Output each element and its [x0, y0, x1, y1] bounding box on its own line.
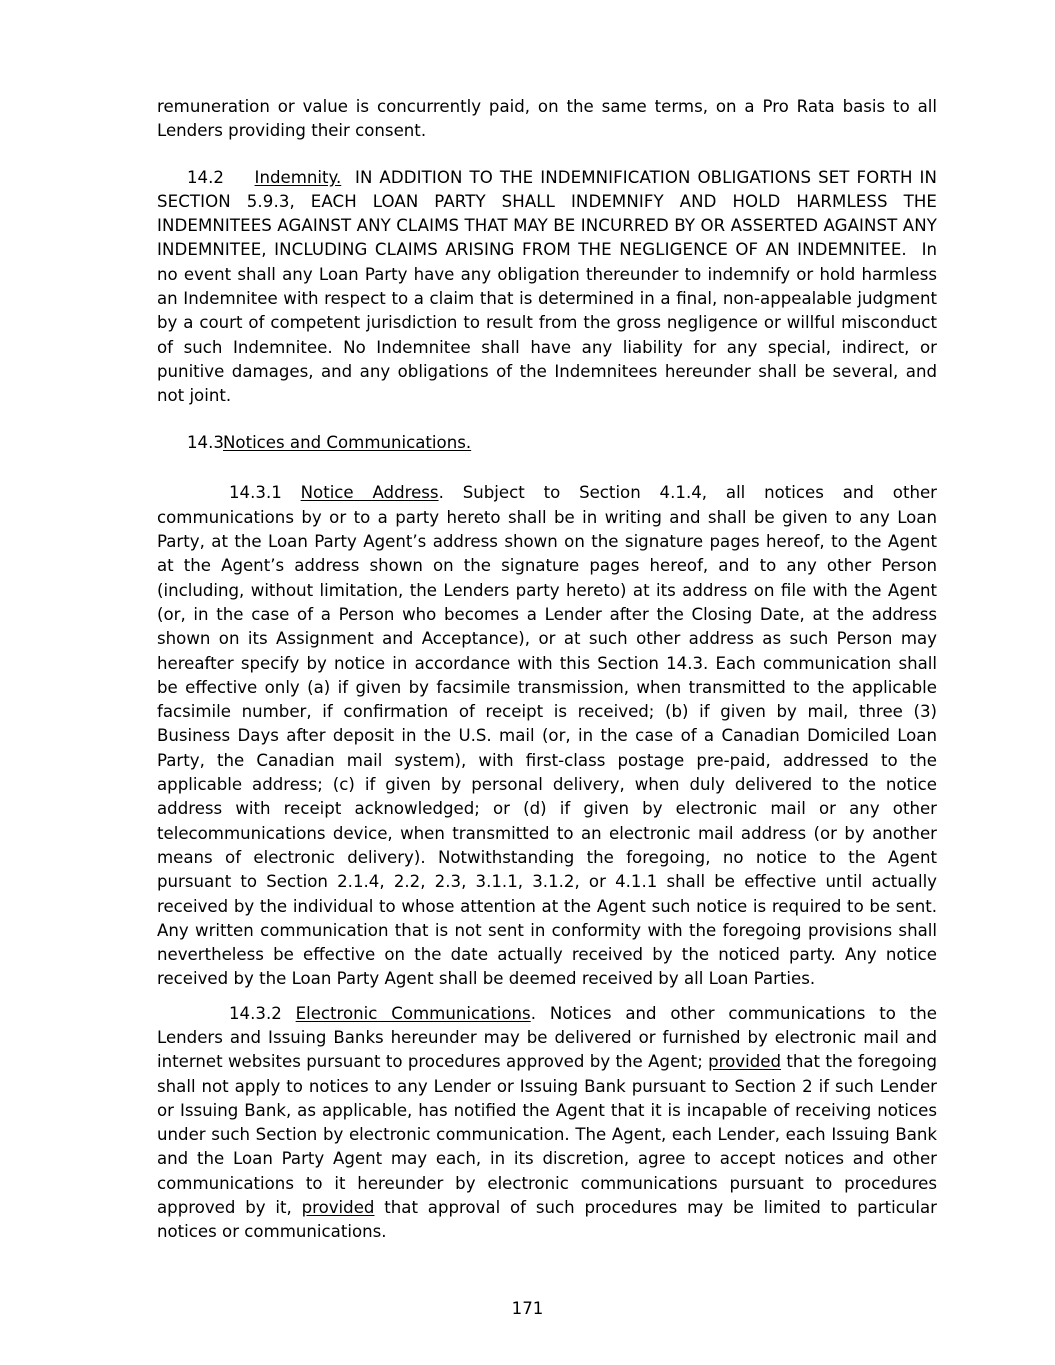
section-14-3-1-text: . Subject to Section 4.1.4, all notices and other communications by or to a party hereto shall be in writing and shall be given to any Loan Party, at the Loan Party Agent’s address shown on the signature pages hereof, to the Agent at the Agent’s address shown on the signature pages hereof, and to any other Person (including, without limitation, the Lenders party hereto) at its address on file with the Agent (or, in the case of a Person who becomes a Lender after the Closing Date, at the address shown on its Assignment and Acceptance), or at such other address as such Person may hereafter specify by notice in accordance with this Section 14.3. Each communication shall be effective only (a) if given by facsimile transmission, when transmitted to the applicable facsimile number, if confirmation of receipt is received; (b) if given by mail, three (3) Business Days after deposit in the U.S. mail (or, in the case of a Canadian Domiciled Loan Party, the Canadian mail system), with first-class postage pre-paid, addressed to the applicable address; (c) if given by personal delivery, when duly delivered to the notice address with receipt acknowledged; or (d) if given by electronic mail or any other telecommunications device, when transmitted to an electronic mail address (or by another means of electronic delivery). Notwithstanding the foregoing, no notice to the Agent pursuant to Section 2.1.4, 2.2, 2.3, 3.1.1, 3.1.2, or 4.1.1 shall be effective until actually received by the individual to whose attention at the Agent such notice is required to be sent. Any written communication that is not sent in conformity with the foregoing provisions shall nevertheless be effective on the date actually received by the noticed party. Any notice received by the Loan Party Agent shall be deemed received by all Loan Parties. [157, 483, 938, 989]
section-14-2-title: Indemnity. [254, 167, 342, 187]
section-14-3-1 [157, 481, 937, 991]
section-14-3-1-title: Notice Address [300, 483, 439, 503]
section-14-2-number: 14.2 [187, 167, 224, 187]
section-14-3-2-text-part3: that approval of such procedures may be limited to particular notices or communications. [157, 1198, 938, 1242]
paragraph-carryover: remuneration or value is concurrently paid, on the same terms, on a Pro Rata basis to all Lenders providing their consent. [157, 97, 937, 141]
page-number: 171 [511, 1299, 544, 1318]
section-14-2-body-text: In no event shall any Loan Party have any obligation thereunder to indemnify or hold harmless an Indemnitee with respect to a claim that is determined in a final, non-appealable judgment by a court of competent jurisdiction to result from the gross negligence or willful misconduct of such Indemnitee. No Indemnitee shall have any liability for any special, indirect, or punitive damages, and any obligations of the Indemnitees hereunder shall be several, and not joint. [157, 240, 937, 406]
section-14-3-2-number: 14.3.2 [229, 1003, 282, 1023]
section-14-3-2 [157, 1002, 937, 1245]
section-14-2 [157, 166, 937, 409]
provided-emphasis-1: provided [708, 1052, 781, 1072]
section-14-3-title: Notices and Communications. [223, 432, 472, 452]
section-14-3-2-text-part2: that the foregoing shall not apply to notices to any Lender or Issuing Bank pursuant to Section 2 if such Lender or Issuing Bank, as applicable, has notified the Agent that it is incapable of receiving notices under such Section by electronic communication. The Agent, each Lender, each Issuing Bank and the Loan Party Agent may each, in its discretion, agree to accept notices and other communications to it hereunder by electronic communications pursuant to procedures approved by it, [157, 1052, 937, 1218]
section-14-3-2-text-part1: . Notices and other communications to the Lenders and Issuing Banks hereunder may be delivered or furnished by electronic mail and internet websites pursuant to procedures approved by the Agent; [157, 1003, 937, 1072]
section-14-3-heading [157, 431, 937, 455]
section-14-2-caps-text: IN ADDITION TO THE INDEMNIFICATION OBLIGATIONS SET FORTH IN SECTION 5.9.3, EACH LOAN PARTY SHALL INDEMNIFY AND HOLD HARMLESS THE INDEMNITEES AGAINST ANY CLAIMS THAT MAY BE INCURRED BY OR ASSERTED AGAINST ANY INDEMNITEE, INCLUDING CLAIMS ARISING FROM THE NEGLIGENCE OF AN INDEMNITEE. [157, 167, 937, 260]
section-14-3-number: 14.3 [187, 432, 224, 452]
section-14-3-2-title: Electronic Communications [295, 1003, 531, 1023]
section-14-3-1-number: 14.3.1 [229, 483, 282, 503]
provided-emphasis-2: provided [301, 1198, 375, 1218]
